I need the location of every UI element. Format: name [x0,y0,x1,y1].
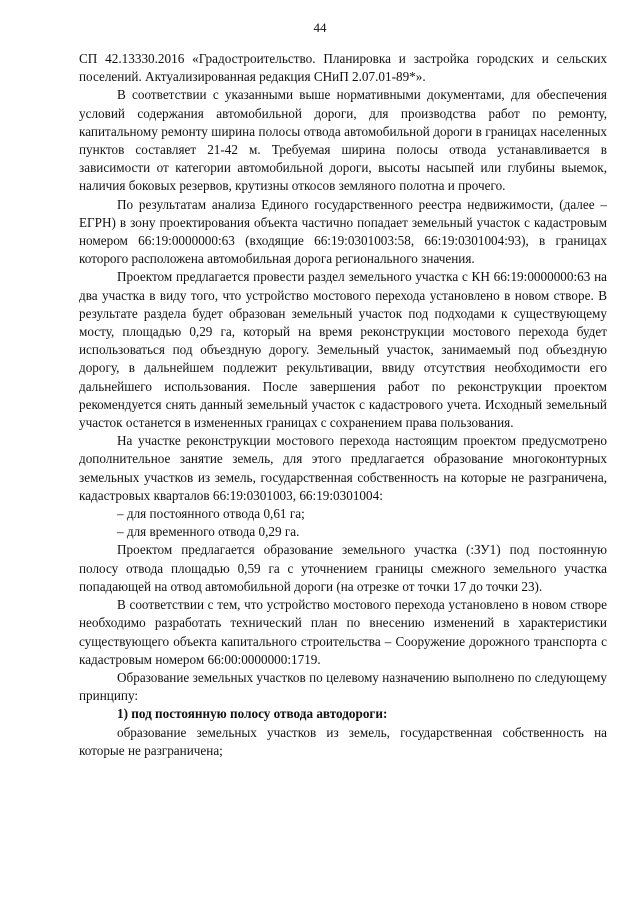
paragraph-land-division: Проектом предлагается провести раздел земельного участка с КН 66:19:0000000:63 на два участка в виду того, что устройство мостового перехода установлено в новом створе. В результате раздела будет образован земельный участок под подходами к существующему мосту, площадью 0,29 га, который на время реконструкции мостового перехода будет использоваться под объездную дорогу. Земельный участок, занимаемый под объездную дорогу, в дальнейшем подлежит рекультивации, ввиду отсутствия необходимости его дальнейшего использования. После завершения работ по реконструкции проектом рекомендуется снять данный земельный участок с кадастрового учета. Исходный земельный участок останется в измененных границах с сохранением права пользования. [79,269,607,431]
paragraph-land-formation-state: образование земельных участков из земель, государственная собственность на которые не разграничена; [79,724,607,758]
paragraph-formation-principle: Образование земельных участков по целевому назначению выполнено по следующему принципу: [79,669,607,704]
paragraph-egrn-analysis: По результатам анализа Единого государственного реестра недвижимости, (далее – ЕГРН) в зону проектирования объекта частично попадает земельный участок с кадастровым номером 66:19:0000000:63 (входящие 66:19:0301003:58, 66:19:0301004:93), в границах которого расположена автомобильная дорога регионального значения. [79,196,607,267]
paragraph-right-of-way-width: В соответствии с указанными выше нормативными документами, для обеспечения условий содержания автомобильной дороги, для производства работ по ремонту, капитальному ремонту ширина полосы отвода автомобильной дороги в границах населенных пунктов составляет 21-42 м. Требуемая ширина полосы отвода устанавливается в зависимости от категории автомобильной дороги, высоты насыпей или глубины выемок, наличия боковых резервов, крутизны откосов земляного полотна и прочего. [79,87,607,194]
paragraph-technical-plan: В соответствии с тем, что устройство мостового перехода установлено в новом створе необходимо разработать технический план по внесению изменений в характеристики существующего объекта капитального строительства – Сооружение дорожного транспорта с кадастровым номером 66:00:0000000:1719. [79,597,607,667]
list-item-temporary-allotment: – для временного отвода 0,29 га. [117,524,300,540]
page-number: 44 [313,20,327,35]
paragraph-zu1-formation: Проектом предлагается образование земельного участка (:ЗУ1) под постоянную полосу отвода площадью 0,59 га с уточнением границы смежного земельного участка попадающей на отвод автомобильной дороги (на отрезке от точки 17 до точки 23). [79,542,607,594]
document-body [79,50,607,760]
list-item-permanent-allotment: – для постоянного отвода 0,61 га; [117,506,305,522]
section-heading-permanent-strip: 1) под постоянную полосу отвода автодороги: [117,706,388,722]
paragraph-additional-land: На участке реконструкции мостового перехода настоящим проектом предусмотрено дополнительное занятие земель, для этого предлагается образование многоконтурных земельных участков из земель, государственная собственность на которые не разграничена, кадастровых кварталов 66:19:0301003, 66:19:0301004: [79,433,607,503]
paragraph-sp-reference: СП 42.13330.2016 «Градостроительство. Планировка и застройка городских и сельских поселений. Актуализированная редакция СНиП 2.07.01-89*». [79,51,607,85]
